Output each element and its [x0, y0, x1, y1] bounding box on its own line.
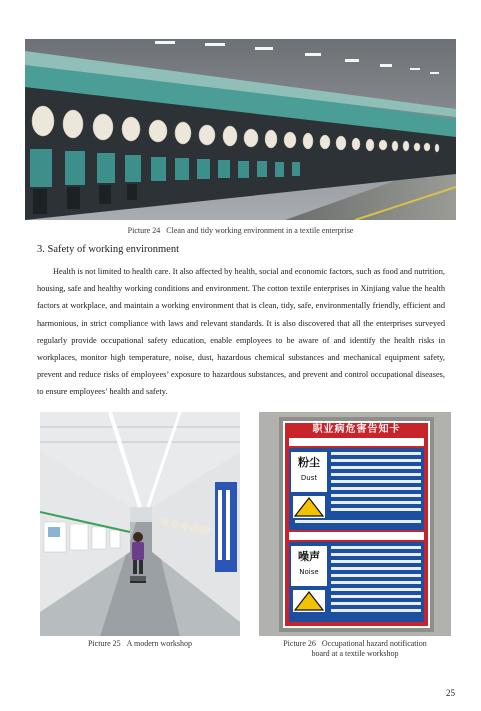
- board-dust-cn: 粉尘: [298, 456, 320, 469]
- photo-hazard-board: [259, 412, 451, 636]
- section-heading: 3. Safety of working environment: [37, 244, 180, 255]
- page-number: 25: [446, 688, 455, 698]
- caption-picture-26-line2: board at a textile workshop: [311, 649, 399, 658]
- caption-picture-26-line1: Picture 26 Occupational hazard notification: [283, 639, 427, 648]
- caption-picture-26: [259, 639, 451, 659]
- body-paragraph-text: Health is not limited to health care. It also affected by health, social and economic factors, such as food and nutrition, housing, safe and healthy working conditions and environment. The cotton textile enterprises in Xinjiang value the health factors at workplace, and maintain a working environment that is clean, tidy, safe, environmentally friendly, efficient and harmonious, in strict compliance with laws and relevant standards. It is also discovered that all the enterprises surveyed regularly provide occupational safety education, enable employees to be aware of and identify the health risks in workplaces, monitor high temperature, noise, dust, hazardous chemical substances and mechanical equipment safety, prevent and reduce risks of employees’ exposure to hazardous substances, and prevent and control occupational diseases, to ensure employees’ health and safety.: [37, 267, 445, 397]
- photo-modern-workshop: [40, 412, 240, 636]
- board-noise-en: Noise: [299, 568, 319, 576]
- board-dust-en: Dust: [300, 474, 318, 482]
- board-title: 职业病危害告知卡: [312, 424, 401, 435]
- photo-textile-machines: [25, 39, 456, 220]
- caption-picture-25: Picture 25 A modern workshop: [88, 639, 192, 648]
- caption-picture-24: Picture 24 Clean and tidy working environment in a textile enterprise: [127, 226, 354, 235]
- board-noise-cn: 噪声: [298, 550, 320, 563]
- body-paragraph: [37, 263, 445, 401]
